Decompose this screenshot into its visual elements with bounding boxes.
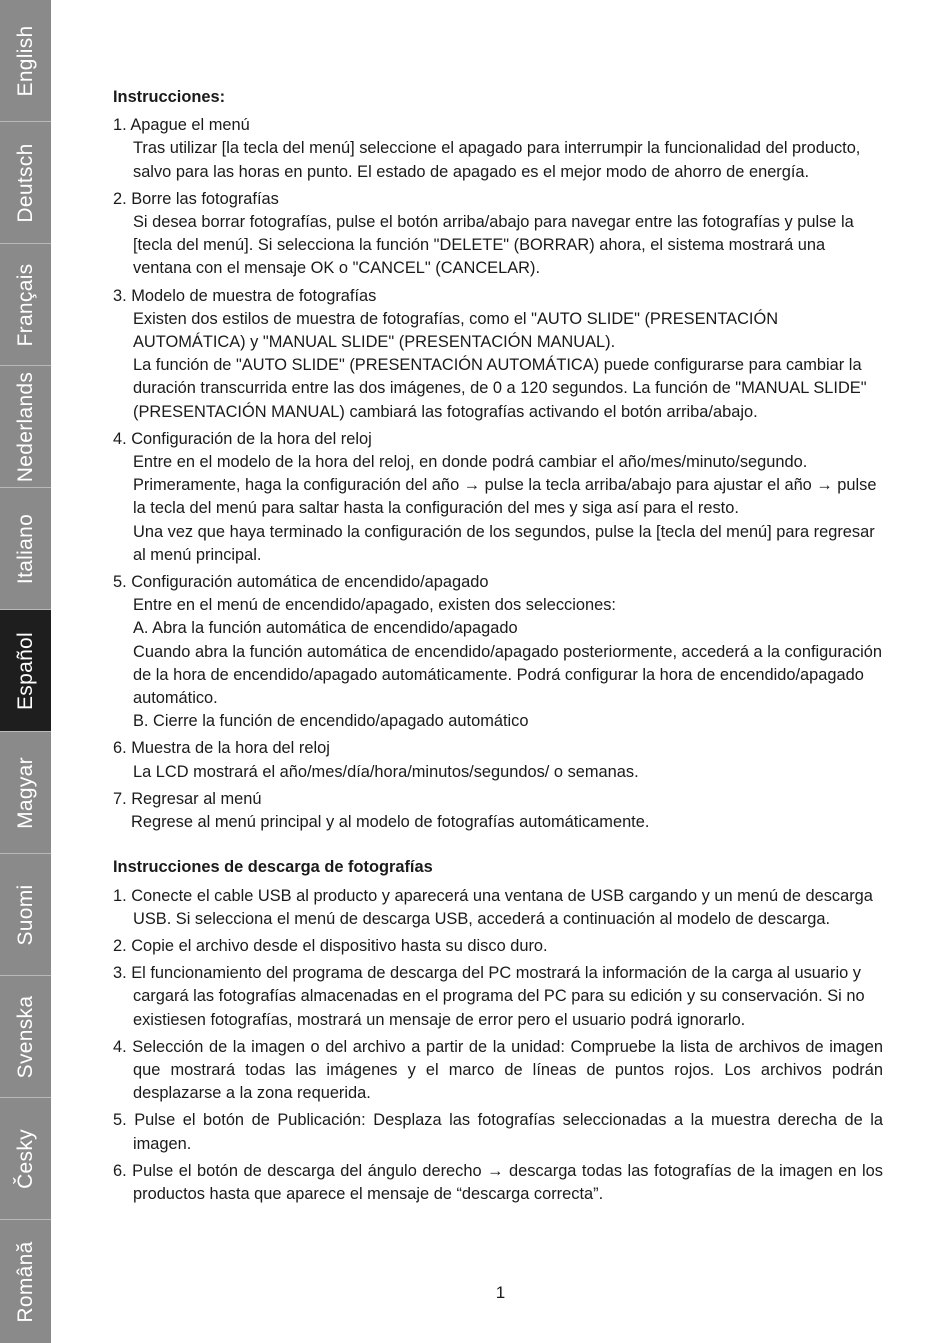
tab-nederlands[interactable] — [0, 366, 51, 488]
tab-label: Deutsch — [13, 142, 37, 223]
item-text: La función de "AUTO SLIDE" (PRESENTACIÓN AUTOMÁTICA) puede configurarse para cambiar la duración transcurrida entre las dos imágenes, de 0 a 120 segundos. La función de "MANUAL SLIDE" (PRESENTACIÓN MANUAL) cambiará las fotografías activando el botón arriba/abajo. — [133, 356, 867, 421]
tab-magyar[interactable] — [0, 732, 51, 854]
instruction-item — [113, 114, 883, 184]
tab-label: Italiano — [13, 513, 37, 584]
tab-suomi[interactable] — [0, 854, 51, 976]
tab-label: Svenska — [13, 995, 37, 1078]
item-text: Existen dos estilos de muestra de fotografías, como el "AUTO SLIDE" (PRESENTACIÓN AUTOMÁTICA) y "MANUAL SLIDE" (PRESENTACIÓN MANUAL). — [133, 309, 779, 352]
tab-label: Français — [13, 263, 37, 346]
instruction-item — [113, 571, 883, 733]
item-title: 7. Regresar al menú — [113, 789, 262, 808]
item-title: 6. Muestra de la hora del reloj — [113, 739, 330, 758]
item-text: A. Abra la función automática de encendido/apagado — [133, 619, 518, 638]
tab-deutsch[interactable] — [0, 122, 51, 244]
item-title: 1. Apague el menú — [113, 116, 250, 135]
download-section — [113, 856, 883, 1206]
instruction-item — [113, 428, 883, 567]
item-title: 2. Borre las fotografías — [113, 189, 279, 208]
item-text: Una vez que haya terminado la configuración de los segundos, pulse la [tecla del menú] para regresar al menú principal. — [133, 522, 875, 564]
instruction-item — [113, 737, 883, 783]
download-item: 3. El funcionamiento del programa de descarga del PC mostrará la información de la carga al usuario y cargará las fotografías almacenadas en el programa del PC para su edición y su conservación. Si no existiesen fotografías, mostrará un mensaje de error pero el usuario podrá ignorarlo. — [113, 964, 865, 1029]
item-title: 5. Configuración automática de encendido/apagado — [113, 573, 489, 592]
item-text: Entre en el menú de encendido/apagado, existen dos selecciones: — [133, 596, 616, 615]
language-sidebar — [0, 0, 51, 1343]
tab-cesky[interactable] — [0, 1098, 51, 1220]
section-title: Instrucciones de descarga de fotografías — [113, 858, 433, 877]
document-content — [113, 86, 883, 1210]
item-text: Entre en el modelo de la hora del reloj, en donde podrá cambiar el año/mes/minuto/segundo. Primeramente, haga la configuración del año → pulse la tecla arriba/abajo para ajustar el año → pulse la tecla del menú para saltar hasta la configuración del mes y siga así para el resto. — [133, 453, 877, 518]
instruction-item — [113, 788, 883, 834]
item-text: Cuando abra la función automática de encendido/apagado posteriormente, accederá a la configuración de la hora de encendido/apagado automáticamente. Podrá configurar la hora de encendido/apagado automático. — [133, 642, 883, 708]
item-text: Si desea borrar fotografías, pulse el botón arriba/abajo para navegar entre las fotografías y pulse la [tecla del menú]. Si selecciona la función "DELETE" (BORRAR) ahora, el sistema mostrará una ventana con el mensaje OK o "CANCEL" (CANCELAR). — [133, 213, 854, 278]
item-text: Tras utilizar [la tecla del menú] seleccione el apagado para interrumpir la funcionalidad del producto, salvo para las horas en punto. El estado de apagado es el mejor modo de ahorro de energía. — [133, 139, 861, 181]
tab-english[interactable] — [0, 0, 51, 122]
instructions-section — [113, 86, 883, 834]
tab-romana[interactable] — [0, 1220, 51, 1343]
tab-label: Suomi — [13, 883, 37, 946]
download-item: 4. Selección de la imagen o del archivo a partir de la unidad: Compruebe la lista de archivos de imagen que mostrará todas las imágenes y el marco de líneas de puntos rojos. Los archivos podrán desplazarse a la zona requerida. — [113, 1037, 883, 1103]
page-number: 1 — [495, 1283, 506, 1302]
item-text: Regrese al menú principal y al modelo de fotografías automáticamente. — [131, 813, 650, 832]
download-item: 2. Copie el archivo desde el dispositivo hasta su disco duro. — [113, 936, 548, 955]
download-item: 6. Pulse el botón de descarga del ángulo derecho → descarga todas las fotografías de la imagen en los productos hasta que aparece el mensaje de “descarga correcta”. — [113, 1161, 883, 1203]
item-text: B. Cierre la función de encendido/apagado automático — [133, 712, 529, 731]
tab-label: Česky — [13, 1128, 37, 1189]
download-item: 1. Conecte el cable USB al producto y aparecerá una ventana de USB cargando y un menú de descarga USB. Si selecciona el menú de descarga USB, accederá a continuación al modelo de descarga. — [113, 886, 873, 928]
section-title: Instrucciones: — [113, 88, 226, 106]
tab-label: English — [13, 25, 37, 96]
tab-label: Magyar — [13, 756, 37, 829]
tab-espanol[interactable] — [0, 610, 51, 732]
item-title: 3. Modelo de muestra de fotografías — [113, 286, 377, 305]
tab-label: Español — [13, 631, 37, 710]
tab-label: Nederlands — [13, 371, 37, 482]
item-title: 4. Configuración de la hora del reloj — [113, 429, 372, 448]
item-text: La LCD mostrará el año/mes/día/hora/minutos/segundos/ o semanas. — [133, 762, 639, 781]
tab-svenska[interactable] — [0, 976, 51, 1098]
instruction-item — [113, 188, 883, 281]
tab-francais[interactable] — [0, 244, 51, 366]
tab-label: Română — [13, 1240, 37, 1323]
download-item: 5. Pulse el botón de Publicación: Desplaza las fotografías seleccionadas a la muestra derecha de la imagen. — [113, 1111, 883, 1153]
tab-italiano[interactable] — [0, 488, 51, 610]
instruction-item — [113, 285, 883, 424]
